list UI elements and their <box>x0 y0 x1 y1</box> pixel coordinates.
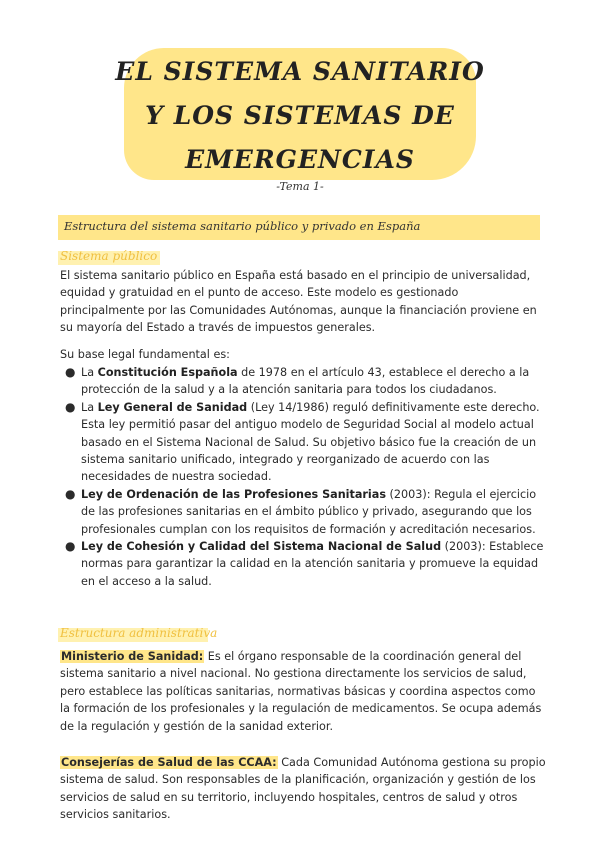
bullet-bold: Ley de Ordenación de las Profesiones Sanitarias <box>81 487 386 501</box>
bullet-post: de 1978 en el artículo 43, establece el derecho a la protección de la salud y a la atención sanitaria para todos los ciudadanos. <box>81 366 530 397</box>
consejerias-label: Consejerías de Salud de las CCAA: <box>61 756 277 769</box>
bullet-bold: Ley General de Sanidad <box>97 400 248 414</box>
title-line: EL SISTEMA SANITARIO <box>115 57 485 86</box>
list-item <box>60 364 546 399</box>
title-line: EMERGENCIAS <box>185 145 415 174</box>
bullet-post: (Ley 14/1986) reguló definitivamente este derecho. Esta ley permitió pasar del antiguo modelo de Seguridad Social al modelo actual basado en el Sistema Nacional de Salud. Su objetivo básico fue la creación de un sistema sanitario unificado, integrado y reorganizado de acuerdo con las necesidades de nuestra sociedad. <box>81 400 540 484</box>
section-title: Estructura del sistema sanitario público y privado en España <box>64 219 421 233</box>
bullet-post: (2003): Establece normas para garantizar la calidad en la atención sanitaria y promueve la equidad en el acceso a la salud. <box>81 540 544 588</box>
page-title <box>110 50 490 182</box>
consejerias-paragraph <box>60 754 546 824</box>
bullet-icon: ● <box>65 486 76 501</box>
list-item <box>60 486 546 538</box>
list-item <box>60 399 546 486</box>
bullet-icon: ● <box>65 365 76 379</box>
ministerio-text: Es el órgano responsable de la coordinación general del sistema sanitario a nivel nacional. No gestiona directamente los servicios de salud, pero establece las políticas sanitarias, normativas básicas y coordina aspectos como la formación de los profesionales y la regulación de medicamentos. Se ocupa además de la regulación y gestión de la sanidad exterior. <box>60 650 542 733</box>
ministerio-paragraph <box>60 648 546 735</box>
list-item <box>60 538 546 590</box>
consejerias-text: Cada Comunidad Autónoma gestiona su propio sistema de salud. Son responsables de la planificación, organización y gestión de los servicios de salud en su territorio, incluyendo hospitales, centros de salud y otros servicios sanitarios. <box>60 756 546 822</box>
ministerio-label: Ministerio de Sanidad: <box>61 650 204 663</box>
title-line: Y LOS SISTEMAS DE <box>145 101 455 130</box>
bullet-bold: Ley de Cohesión y Calidad del Sistema Nacional de Salud <box>81 540 442 554</box>
subheading-estructura-administrativa: Estructura administrativa <box>60 626 218 640</box>
bullet-icon: ● <box>65 539 76 554</box>
bullet-pre: La <box>81 366 98 379</box>
bullet-post: (2003): Regula el ejercicio de las profesiones sanitarias en el ámbito público y privado, asegurando que los profesionales cumplan con los requisitos de formación y acreditación necesarios. <box>81 487 537 536</box>
intro-paragraph: El sistema sanitario público en España está basado en el principio de universalidad, equidad y gratuidad en el punto de acceso. Este modelo es gestionado principalmente por las Comunidades Autónomas, aunque la financiación proviene en su mayoría del Estado a través de impuestos generales. <box>60 269 537 335</box>
bullet-pre: La <box>81 400 98 414</box>
bullet-bold: Constitución Española <box>97 366 238 379</box>
legal-list <box>60 364 546 590</box>
page-subtitle: -Tema 1- <box>276 180 324 193</box>
bullet-icon: ● <box>65 399 76 414</box>
base-legal-label: Su base legal fundamental es: <box>60 348 230 361</box>
subheading-sistema-publico: Sistema público <box>60 249 158 263</box>
